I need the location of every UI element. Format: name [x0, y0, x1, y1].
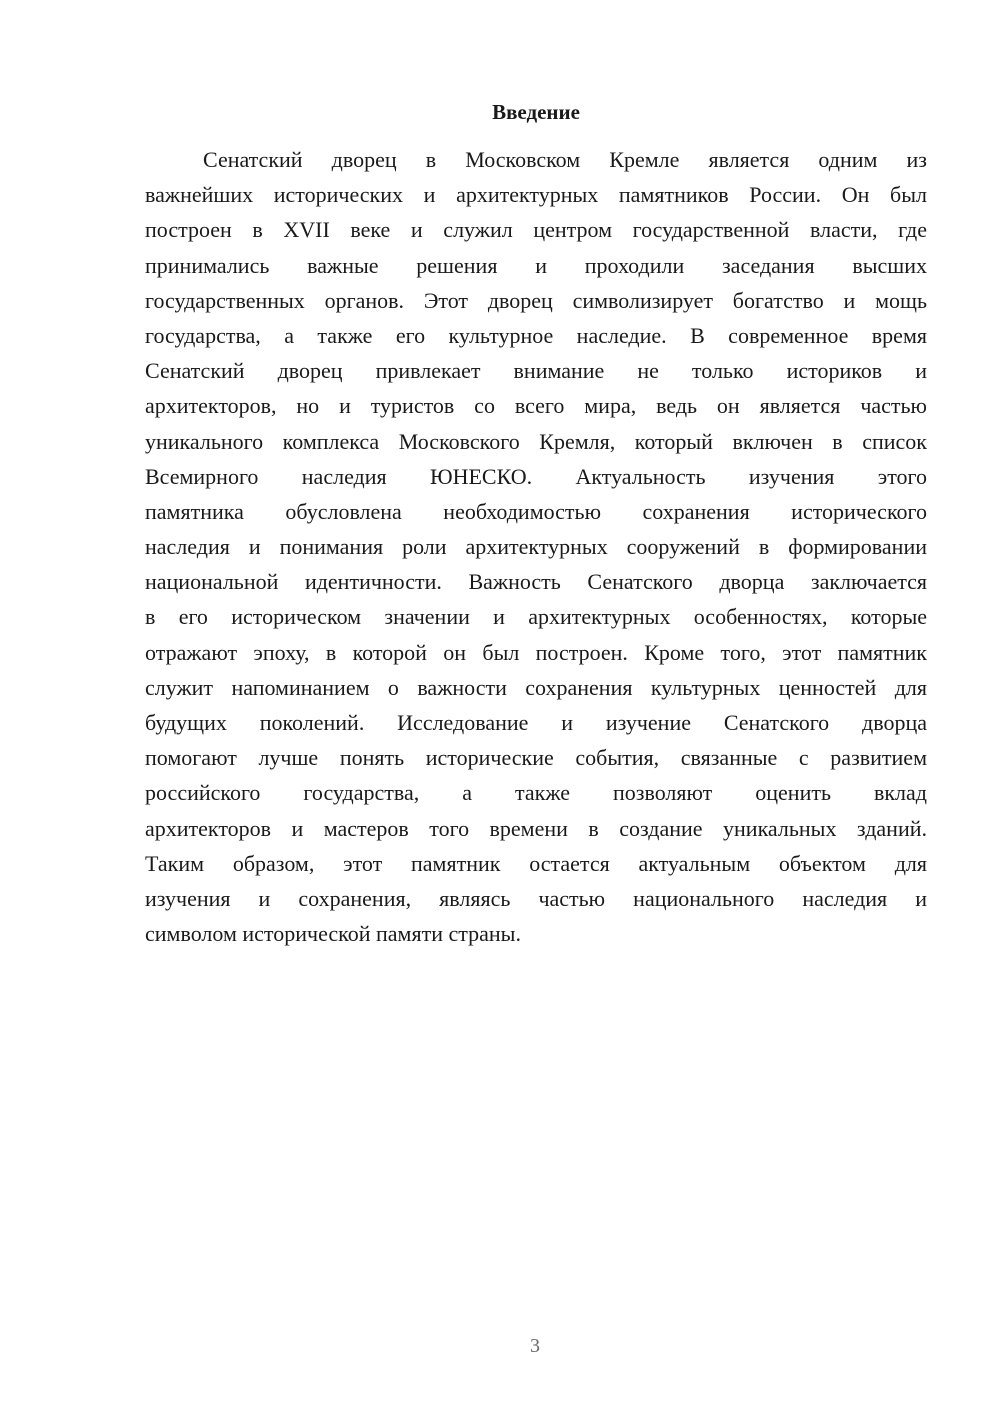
section-title: Введение — [492, 100, 580, 124]
paragraph-line: будущих поколений. Исследование и изучение Сенатского дворца — [145, 710, 927, 735]
paragraph-line: национальной идентичности. Важность Сенатского дворца заключается — [145, 569, 927, 595]
paragraph-line: Всемирного наследия ЮНЕСКО. Актуальность изучения этого — [145, 463, 927, 489]
paragraph-line: изучения и сохранения, являясь частью национального наследия и — [145, 885, 927, 911]
paragraph-line: важнейших исторических и архитектурных памятников России. Он был — [145, 182, 927, 208]
paragraph-line: наследия и понимания роли архитектурных сооружений в формировании — [145, 534, 927, 560]
paragraph-line: символом исторической памяти страны. — [145, 921, 521, 947]
paragraph-line: построен в XVII веке и служил центром государственной власти, где — [145, 217, 927, 243]
paragraph-line: государства, а также его культурное наследие. В современное время — [145, 322, 927, 348]
paragraph-line: уникального комплекса Московского Кремля, который включен в список — [145, 428, 927, 454]
paragraph-line: архитекторов, но и туристов со всего мира, ведь он является частью — [145, 393, 927, 419]
paragraph-line: Сенатский дворец привлекает внимание не только историков и — [145, 358, 927, 384]
paragraph-line: архитекторов и мастеров того времени в создание уникальных зданий. — [145, 815, 927, 841]
paragraph-line: Сенатский дворец в Московском Кремле является одним из — [203, 147, 927, 172]
page-number: 3 — [530, 1335, 540, 1357]
paragraph-line: российского государства, а также позволяют оценить вклад — [145, 780, 927, 806]
paragraph-line: принимались важные решения и проходили заседания высших — [145, 252, 927, 278]
paragraph-line: Таким образом, этот памятник остается актуальным объектом для — [145, 850, 927, 876]
paragraph-line: помогают лучше понять исторические события, связанные с развитием — [145, 745, 927, 771]
paragraph-line: служит напоминанием о важности сохранения культурных ценностей для — [145, 674, 927, 700]
introduction-paragraph — [145, 142, 927, 951]
paragraph-line: отражают эпоху, в которой он был построен. Кроме того, этот памятник — [145, 639, 927, 665]
paragraph-line: памятника обусловлена необходимостью сохранения исторического — [145, 498, 927, 524]
paragraph-line: государственных органов. Этот дворец символизирует богатство и мощь — [145, 287, 927, 313]
paragraph-line: в его историческом значении и архитектурных особенностях, которые — [145, 604, 927, 630]
